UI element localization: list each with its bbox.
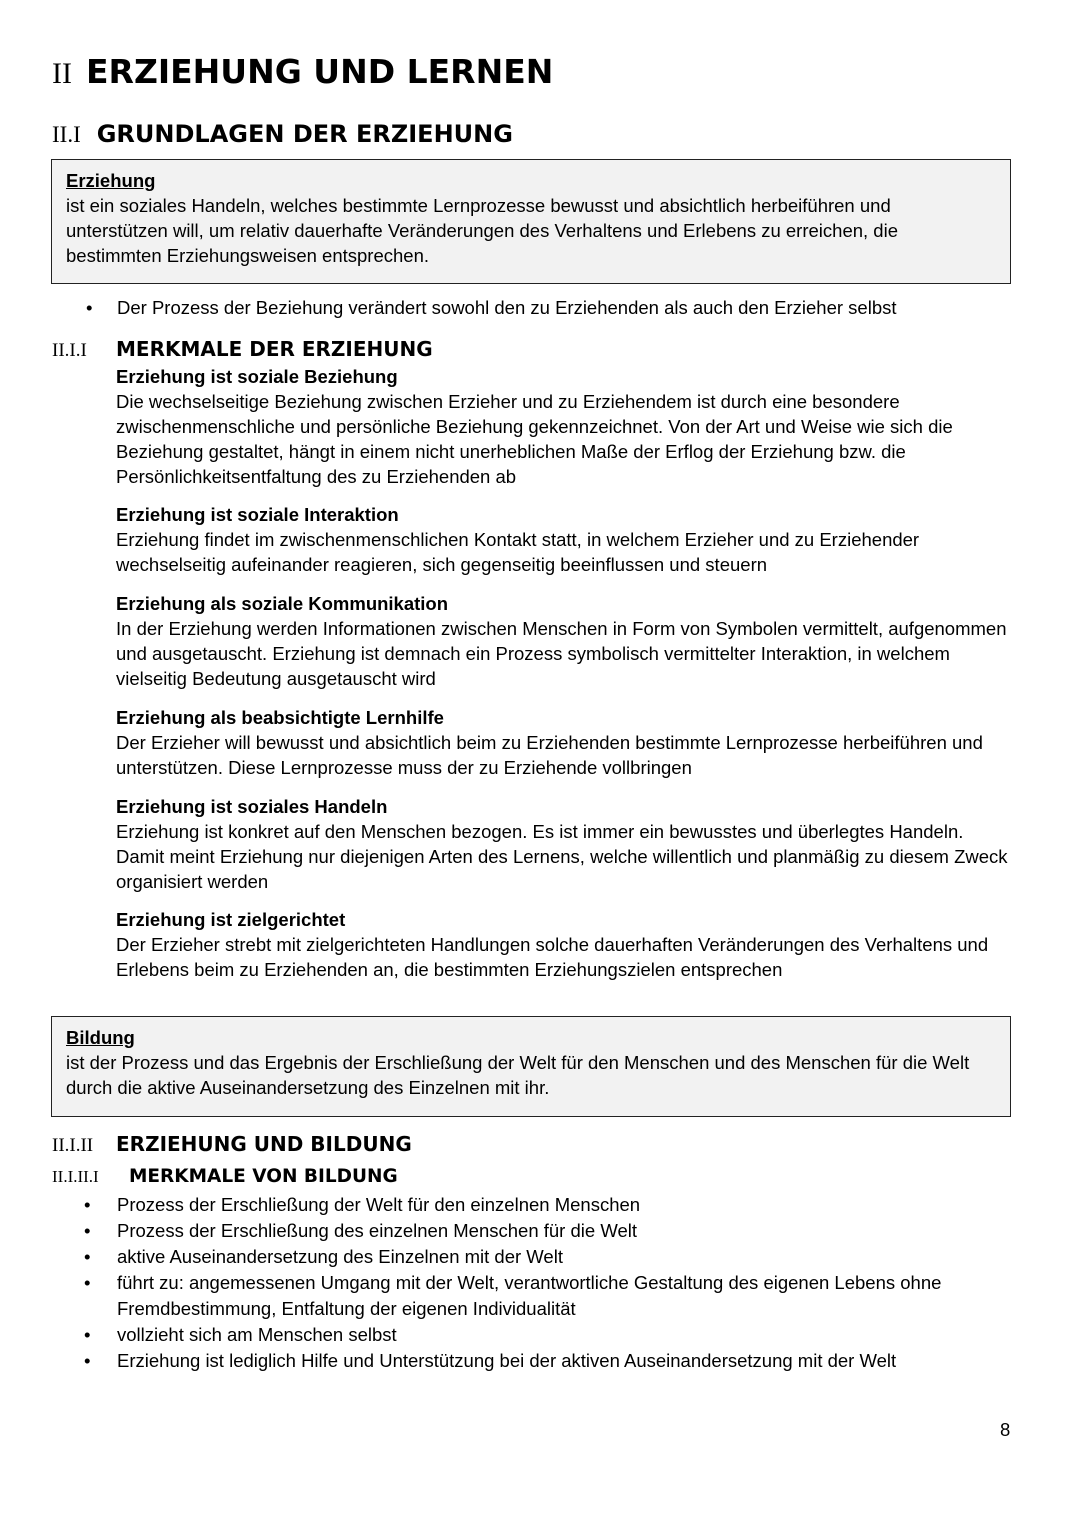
- merkmal-item: [116, 705, 1016, 780]
- merkmal-title: Erziehung als beabsichtigte Lernhilfe: [116, 707, 444, 728]
- chapter-number: II: [52, 57, 72, 90]
- bullet-icon: •: [84, 1246, 91, 1267]
- section-title: GRUNDLAGEN DER ERZIEHUNG: [96, 120, 513, 148]
- subsection-heading-bildung: [52, 1131, 412, 1159]
- definition-box-bildung: [51, 1016, 1011, 1117]
- merkmal-title: Erziehung ist soziales Handeln: [116, 796, 388, 817]
- definition-text: ist der Prozess und das Ergebnis der Erschließung der Welt für den Menschen und des Menschen für die Welt durch die aktive Auseinandersetzung des Einzelnen mit ihr.: [66, 1052, 970, 1098]
- bullet-icon: •: [84, 1194, 91, 1215]
- list-item: [84, 1192, 1019, 1218]
- merkmal-title: Erziehung ist soziale Interaktion: [116, 504, 399, 525]
- merkmal-title: Erziehung ist zielgerichtet: [116, 909, 346, 930]
- bullet-icon: •: [84, 1272, 91, 1293]
- definition-box-erziehung: [51, 159, 1011, 284]
- list-item: [84, 1322, 1019, 1348]
- bullet-icon: •: [84, 1324, 91, 1345]
- subsection-title: MERKMALE DER ERZIEHUNG: [116, 337, 433, 361]
- merkmal-text: In der Erziehung werden Informationen zwischen Menschen in Form von Symbolen vermittelt, aufgenommen und ausgetauscht. Erziehung ist demnach ein Prozess symbolisch vermittelter Interaktion, in welchem vielseitig Bedeutung ausgetauscht wird: [116, 618, 1007, 689]
- merkmal-title: Erziehung ist soziale Beziehung: [116, 366, 398, 387]
- list-item: [84, 1348, 1019, 1374]
- intro-bullet: [86, 295, 1016, 320]
- subsubsection-number: II.I.II.I: [52, 1167, 99, 1186]
- merkmal-title: Erziehung als soziale Kommunikation: [116, 593, 449, 614]
- list-item: [84, 1244, 1019, 1270]
- merkmal-text: Der Erzieher strebt mit zielgerichteten Handlungen solche dauerhaften Veränderungen des Verhaltens und Erlebens beim zu Erziehenden an, die bestimmten Erziehungszielen entsprechen: [116, 934, 989, 980]
- merkmal-text: Die wechselseitige Beziehung zwischen Erzieher und zu Erziehendem ist durch eine besondere zwischenmenschliche und persönliche Beziehung gekennzeichnet. Von der Art und Weise wie sich die Beziehung gestaltet, hängt in einem nicht unerheblichen Maße der Erflog der Erziehung bzw. die Persönlichkeitsentfaltung des zu Erziehenden ab: [116, 391, 953, 487]
- subsection-number: II.I.II: [52, 1135, 94, 1156]
- definition-term: Erziehung: [66, 170, 156, 191]
- section-heading: [52, 118, 513, 151]
- list-item-text: Erziehung ist lediglich Hilfe und Unterstützung bei der aktiven Auseinandersetzung mit der Welt: [117, 1350, 897, 1371]
- list-item-text: vollzieht sich am Menschen selbst: [117, 1324, 397, 1345]
- merkmal-item: [116, 364, 1016, 489]
- definition-term: Bildung: [66, 1027, 135, 1048]
- list-item-text: Prozess der Erschließung des einzelnen Menschen für die Welt: [117, 1220, 637, 1241]
- merkmal-item: [116, 794, 1016, 894]
- subsubsection-heading: [52, 1164, 398, 1189]
- list-item-text: aktive Auseinandersetzung des Einzelnen mit der Welt: [117, 1246, 563, 1267]
- list-item: [84, 1218, 1019, 1244]
- chapter-heading: [52, 52, 553, 94]
- merkmal-text: Der Erzieher will bewusst und absichtlich beim zu Erziehenden bestimmte Lernprozesse herbeiführen und unterstützen. Diese Lernprozesse muss der zu Erziehende vollbringen: [116, 732, 983, 778]
- bildung-merkmale-list: [84, 1192, 1019, 1374]
- bullet-icon: •: [84, 1350, 91, 1371]
- bullet-icon: •: [86, 297, 93, 318]
- subsubsection-title: MERKMALE VON BILDUNG: [129, 1166, 398, 1187]
- list-item-text: Prozess der Erschließung der Welt für den einzelnen Menschen: [117, 1194, 641, 1215]
- merkmal-text: Erziehung findet im zwischenmenschlichen Kontakt statt, in welchem Erzieher und zu Erziehender wechselseitig aufeinander reagieren, sich gegenseitig beeinflussen und steuern: [116, 529, 920, 575]
- chapter-title: ERZIEHUNG UND LERNEN: [85, 52, 554, 91]
- list-item-text: führt zu: angemessenen Umgang mit der Welt, verantwortliche Gestaltung des eigenen Lebens ohne Fremdbestimmung, Entfaltung der eigenen Individualität: [117, 1272, 942, 1319]
- subsection-title: ERZIEHUNG UND BILDUNG: [116, 1132, 412, 1156]
- definition-text: ist ein soziales Handeln, welches bestimmte Lernprozesse bewusst und absichtlich herbeiführen und unterstützen will, um relativ dauerhafte Veränderungen des Verhaltens und Erlebens zu erreichen, die bestimmten Erziehungsweisen entsprechen.: [66, 195, 898, 266]
- merkmal-item: [116, 591, 1016, 691]
- section-number: II.I: [52, 122, 81, 147]
- subsection-number: II.I.I: [52, 340, 87, 361]
- bullet-icon: •: [84, 1220, 91, 1241]
- merkmal-item: [116, 502, 1016, 577]
- merkmal-item: [116, 907, 1016, 982]
- bullet-text: Der Prozess der Beziehung verändert sowohl den zu Erziehenden als auch den Erzieher selbst: [117, 297, 897, 318]
- merkmal-text: Erziehung ist konkret auf den Menschen bezogen. Es ist immer ein bewusstes und überlegtes Handeln. Damit meint Erziehung nur diejenigen Arten des Lernens, welche willentlich und planmäßig zu diesem Zweck organisiert werden: [116, 821, 1008, 892]
- subsection-heading-merkmale: [52, 336, 433, 364]
- page-number: 8: [1000, 1419, 1011, 1440]
- list-item: [84, 1270, 1019, 1322]
